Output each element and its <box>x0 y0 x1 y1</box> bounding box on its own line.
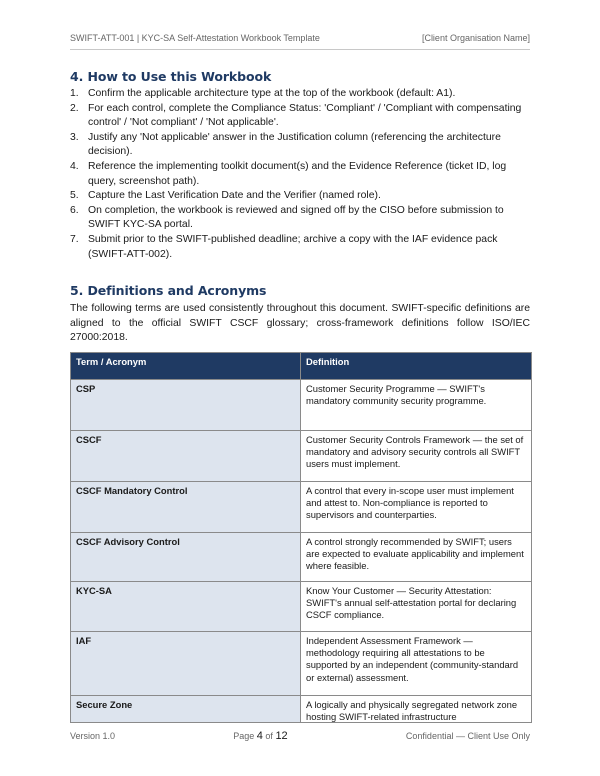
term-cell: CSCF Mandatory Control <box>71 482 301 532</box>
current-page-number: 4 <box>256 730 263 742</box>
definitions-table <box>70 352 532 723</box>
list-item: 5. Capture the Last Verification Date and the Verifier (named role). <box>70 190 381 202</box>
definition-cell: Independent Assessment Framework — methodology requiring all attestations to be supported by an independent (community-standard or external) assessment. <box>306 635 519 683</box>
term-cell: Secure Zone <box>71 696 301 722</box>
definition-cell: Customer Security Programme — SWIFT's mandatory community security programme. <box>306 383 487 407</box>
list-item: 6. On completion, the workbook is reviewed and signed off by the CISO before submission to SWIFT KYC-SA portal. <box>70 204 504 231</box>
column-header-term: Term / Acronym <box>71 353 301 379</box>
term-cell: CSCF <box>71 431 301 481</box>
page-footer <box>70 730 530 742</box>
table-row <box>71 696 531 722</box>
header-divider <box>70 49 530 50</box>
list-item: 7. Submit prior to the SWIFT-published deadline; archive a copy with the IAF evidence pack (SWIFT-ATT-002). <box>70 233 498 260</box>
definition-cell: Know Your Customer — Security Attestation: SWIFT's annual self-attestation portal for declaring CSCF compliance. <box>306 585 517 621</box>
footer-page-indicator: Page 4 of 12 <box>233 730 288 742</box>
footer-confidentiality: Confidential — Client Use Only <box>405 731 530 741</box>
header-client-name: [Client Organisation Name] <box>421 33 530 43</box>
list-item: 2. For each control, complete the Compliance Status: 'Compliant' / 'Compliant with compensating control' / 'Not compliant' / 'Not applicable'. <box>70 102 522 129</box>
section-4-heading: 4. How to Use this Workbook <box>70 69 272 84</box>
table-row <box>71 482 531 533</box>
table-row <box>71 632 531 696</box>
table-row <box>71 431 531 482</box>
definition-cell: A control that every in-scope user must implement and attest to. Non-compliance is reported to supervisors and counterparties. <box>306 485 514 521</box>
table-row <box>71 582 531 632</box>
list-item: 4. Reference the implementing toolkit document(s) and the Evidence Reference (ticket ID, log query, screenshot path). <box>70 160 507 187</box>
table-header-row <box>71 353 531 380</box>
page-header <box>70 33 530 43</box>
list-item: 1. Confirm the applicable architecture type at the top of the workbook (default: A1). <box>70 88 456 99</box>
table-row <box>71 380 531 431</box>
definition-cell: A logically and physically segregated network zone hosting SWIFT-related infrastructure <box>306 699 518 723</box>
term-cell: IAF <box>71 632 301 695</box>
term-cell: KYC-SA <box>71 582 301 631</box>
header-doc-title: SWIFT-ATT-001 | KYC-SA Self-Attestation Workbook Template <box>70 33 320 43</box>
definition-cell: Customer Security Controls Framework — the set of mandatory and advisory security controls all SWIFT users must implement. <box>306 434 524 470</box>
term-cell: CSCF Advisory Control <box>71 533 301 581</box>
definition-cell: A control strongly recommended by SWIFT; users are expected to evaluate applicability and implement where feasible. <box>306 536 524 572</box>
section-5-heading: 5. Definitions and Acronyms <box>70 283 267 298</box>
list-item: 3. Justify any 'Not applicable' answer in the Justification column (referencing the architecture decision). <box>70 131 501 158</box>
total-page-count: 12 <box>275 730 288 742</box>
footer-version: Version 1.0 <box>70 731 116 741</box>
term-cell: CSP <box>71 380 301 430</box>
definitions-intro: The following terms are used consistently throughout this document. SWIFT-specific definitions are aligned to the official SWIFT CSCF glossary; cross-framework definitions follow ISO/IEC 27000:2018. <box>70 303 530 344</box>
table-row <box>71 533 531 582</box>
column-header-definition: Definition <box>306 356 350 367</box>
workbook-steps-list <box>70 87 532 262</box>
